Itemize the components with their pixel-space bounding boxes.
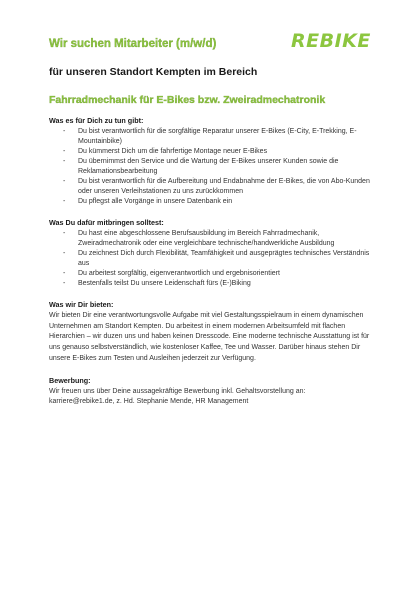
tasks-section [49,116,379,207]
requirements-section [49,218,379,289]
offer-title: Was wir Dir bieten: [49,300,114,309]
application-contact[interactable]: karriere@rebike1.de, z. Hd. Stephanie Mende, HR Management [49,398,249,406]
application-section [49,376,379,408]
list-item: - Du pflegst alle Vorgänge in unsere Datenbank ein [63,198,233,205]
rebike-logo: REBIKE [291,30,371,52]
requirements-list [49,229,379,289]
headline: Wir suchen Mitarbeiter (m/w/d) [49,38,217,50]
application-text: Wir freuen uns über Deine aussagekräftige Bewerbung inkl. Gehaltsvorstellung an: [49,387,306,395]
list-item: - Du hast eine abgeschlossene Berufsausbildung im Bereich Fahrradmechanik, Zweiradmechatronik oder eine vergleichbare technische/handwerkliche Ausbildung [63,230,335,247]
offer-section [49,300,379,365]
application-title: Bewerbung: [49,375,91,385]
offer-text: Wir bieten Dir eine verantwortungsvolle Aufgabe mit viel Gestaltungsspielraum in einem dynamischen Unternehmen am Standort Kempten. Du arbeitest in einem modernen Arbeitsumfeld mit flachen Hierarchien – wir duzen uns und haben keinen Dresscode. Eine moderne technische Ausstattung ist für uns genauso selbstverständlich, wie kostenloser Kaffee, Tee und Wasser. Darüber hinaus stehen Dir unsere E-Bikes zum Testen und Ausleihen jederzeit zur Verfügung. [49,312,370,362]
list-item: - Du arbeitest sorgfältig, eigenverantwortlich und ergebnisorientiert [63,270,280,277]
list-item: - Du zeichnest Dich durch Flexibilität, Teamfähigkeit und ausgeprägtes technisches Verständnis aus [63,250,370,267]
requirements-title: Was Du dafür mitbringen solltest: [49,218,164,227]
list-item: - Du bist verantwortlich für die sorgfältige Reparatur unserer E-Bikes (E-City, E-Trekking, E-Mountainbike) [63,128,357,145]
list-item: - Du übernimmst den Service und die Wartung der E-Bikes unserer Kunden sowie die Reklamationsbearbeitung [63,158,339,175]
tasks-list [49,127,379,207]
subheadline: für unseren Standort Kempten im Bereich [49,66,258,78]
list-item: - Du kümmerst Dich um die fahrfertige Montage neuer E-Bikes [63,148,268,155]
tasks-title: Was es für Dich zu tun gibt: [49,116,144,125]
posting-body [49,116,379,419]
list-item: - Bestenfalls teilst Du unsere Leidenschaft fürs (E-)Biking [63,280,251,287]
list-item: - Du bist verantwortlich für die Aufbereitung und Endabnahme der E-Bikes, die von Abo-Kunden oder unseren Verleihstationen zu uns zurückkommen [63,178,370,195]
job-title: Fahrradmechanik für E-Bikes bzw. Zweiradmechatronik [49,94,326,106]
